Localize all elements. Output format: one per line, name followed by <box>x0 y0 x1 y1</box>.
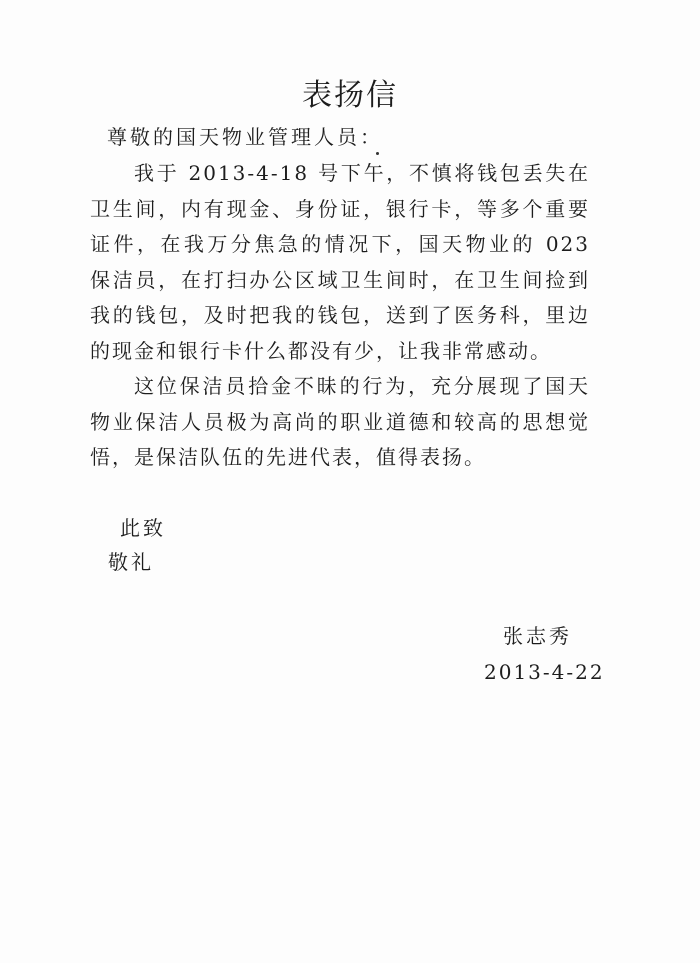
salutation: 尊敬的国天物业管理人员： <box>107 125 383 149</box>
closing-phrase: 此致 <box>120 516 166 540</box>
signer-name: 张志秀 <box>503 624 572 648</box>
letter-body <box>90 156 590 476</box>
regards-phrase: 敬礼 <box>108 550 154 574</box>
scan-speck <box>376 152 379 155</box>
letter-date: 2013-4-22 <box>484 660 605 684</box>
letter-title: 表扬信 <box>302 78 398 113</box>
body-paragraph: 这位保洁员拾金不昧的行为，充分展现了国天物业保洁人员极为高尚的职业道德和较高的思想觉悟，是保洁队伍的先进代表，值得表扬。 <box>90 374 590 469</box>
body-paragraph: 我于 2013-4-18 号下午，不慎将钱包丢失在卫生间，内有现金、身份证，银行卡，等多个重要证件，在我万分焦急的情况下，国天物业的 023 保洁员，在打扫办公区域卫生间时，在卫生间捡到我的钱包，及时把我的钱包，送到了医务科，里边的现金和银行卡什么都没有少，让我非常感动。 <box>90 161 590 363</box>
